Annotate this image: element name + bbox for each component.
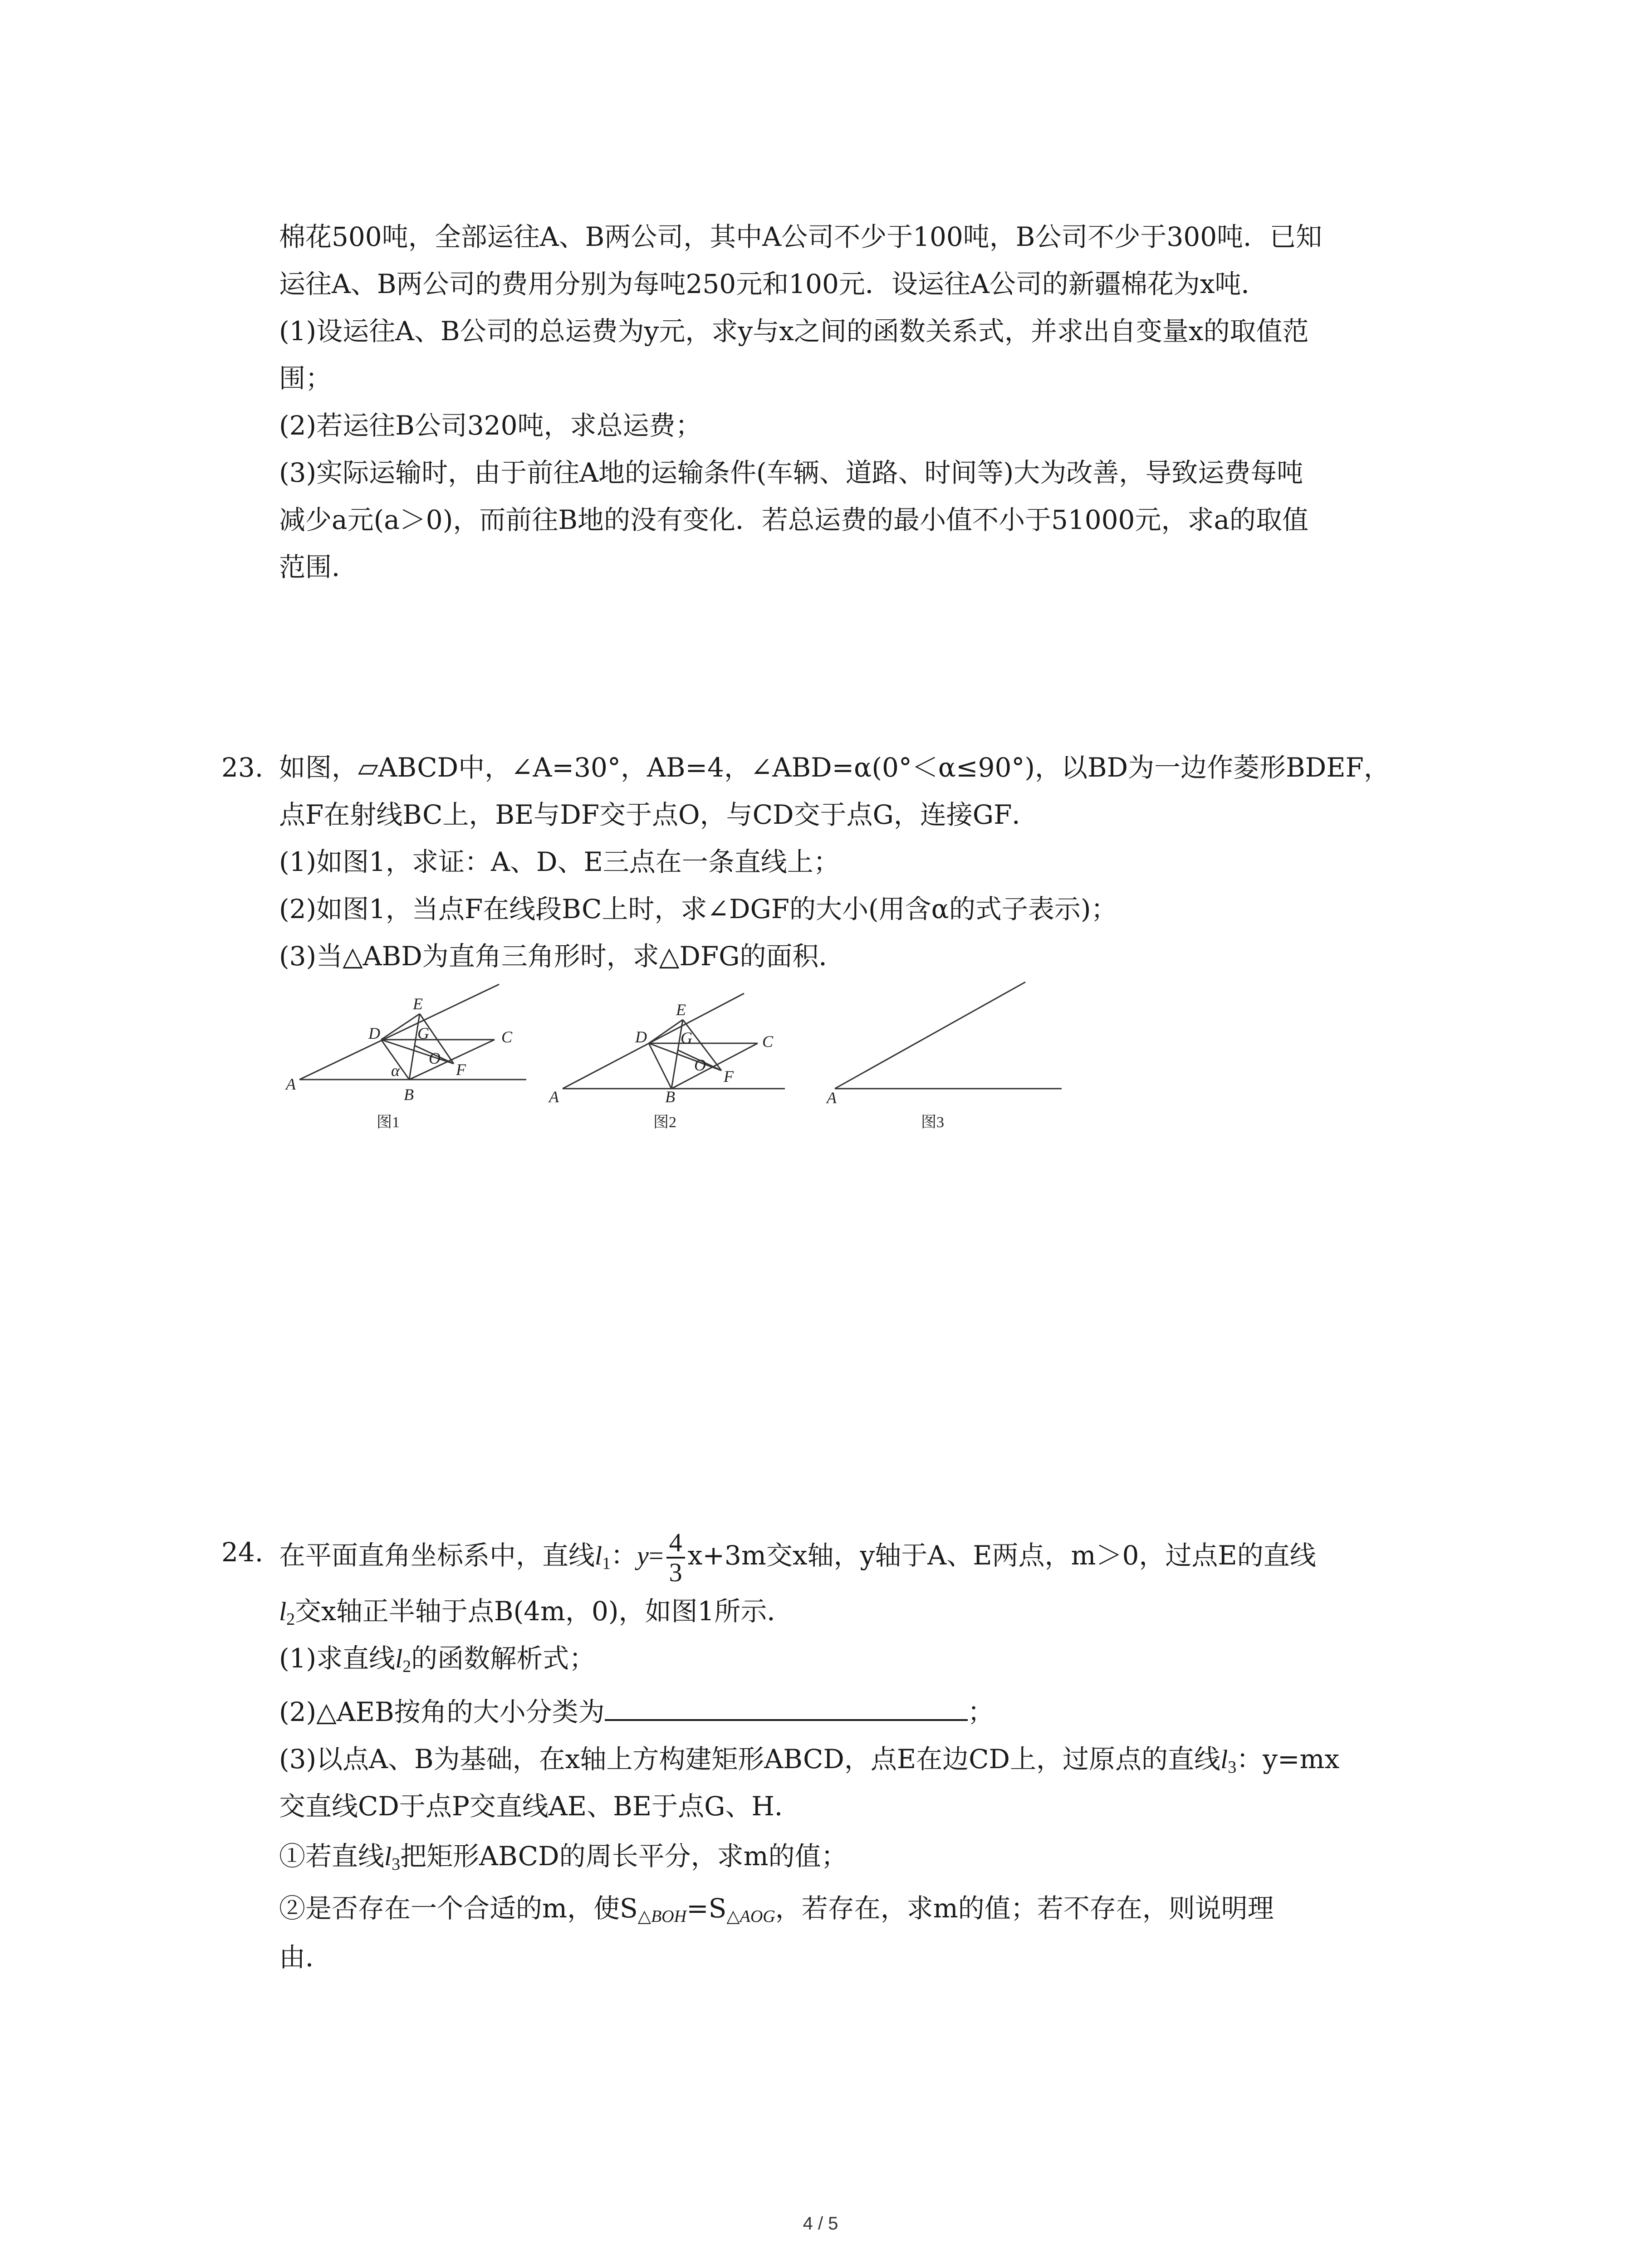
- y-variable: y: [637, 1541, 649, 1571]
- fig2-label-c: C: [762, 1032, 774, 1051]
- q22-line-5: (2)若运往B公司320吨，求总运费；: [279, 410, 702, 441]
- figure-3: [835, 982, 1062, 1089]
- figure-1-labels: [285, 995, 513, 1131]
- fraction-denominator: 3: [669, 1558, 682, 1587]
- q24-line-2: [279, 1588, 1459, 1635]
- fig3-label-a: A: [827, 1089, 837, 1107]
- fraction-numerator: 4: [666, 1529, 685, 1559]
- fig1-df: [381, 1040, 454, 1064]
- fig2-label-g: G: [681, 1029, 692, 1047]
- fig2-ray-ad: [563, 993, 744, 1089]
- area-equals: =S: [686, 1893, 727, 1924]
- q24-line-3: [279, 1635, 1459, 1682]
- q22-line-6: (3)实际运输时，由于前往A地的运输条件(车辆、道路、时间等)大为改善，导致运费每吨: [279, 457, 1303, 488]
- q24-line-4-rest: ；: [967, 1696, 994, 1727]
- fig1-label-b: B: [404, 1085, 414, 1104]
- figure-2-labels: [548, 1001, 774, 1131]
- fig2-label-f: F: [724, 1067, 734, 1085]
- q24-line-1: [279, 1529, 1459, 1587]
- q24-line-7: [279, 1833, 1459, 1880]
- area-subscript-boh: △BOH: [637, 1907, 687, 1926]
- equals-sign: =: [648, 1541, 664, 1571]
- figure-2: [563, 993, 785, 1089]
- area-subscript-aog: △AOG: [726, 1907, 775, 1926]
- q24-line-7-text: ①若直线: [279, 1841, 385, 1872]
- q24-line-8-rest: ，若存在，求m的值；若不存在，则说明理: [775, 1893, 1274, 1924]
- q24-line-4: [279, 1688, 1459, 1735]
- fig2-caption: 图2: [653, 1114, 676, 1131]
- line-l3-symbol: l: [1220, 1745, 1228, 1774]
- q22-line-1: 棉花500吨，全部运往A、B两公司，其中A公司不少于100吨，B公司不少于300吨．已知: [279, 221, 1323, 252]
- fig2-label-a: A: [549, 1088, 559, 1106]
- fig1-label-e: E: [413, 995, 423, 1013]
- q23-figures: [272, 966, 1112, 1148]
- fig3-ray: [835, 982, 1025, 1089]
- fig1-de: [381, 1014, 420, 1040]
- line-l1-subscript: 1: [602, 1554, 611, 1574]
- line-l2-symbol: l: [279, 1597, 287, 1626]
- q24-line-3-text: (1)求直线: [279, 1643, 396, 1674]
- q24-line-1-text: 在平面直角坐标系中，直线: [279, 1540, 595, 1571]
- line-l3-subscript: 3: [1228, 1758, 1237, 1777]
- q23-number: 23.: [221, 752, 264, 783]
- fig1-label-o: O: [429, 1049, 441, 1067]
- q24-line-5: [279, 1735, 1459, 1783]
- fig2-label-b: B: [665, 1088, 675, 1106]
- q24-line-6: 交直线CD于点P交直线AE、BE于点G、H．: [279, 1791, 801, 1822]
- q23-line-4: (2)如图1，当点F在线段BC上时，求∠DGF的大小(用含α的式子表示)；: [279, 894, 1117, 924]
- q24-line-4-text: (2)△AEB按角的大小分类为: [279, 1696, 605, 1727]
- q24-line-9: 由．: [279, 1942, 332, 1973]
- line-l3-subscript: 3: [392, 1855, 401, 1874]
- answer-blank[interactable]: [605, 1692, 968, 1721]
- fig2-label-e: E: [676, 1001, 686, 1019]
- q24-line-8-text: ②是否存在一个合适的m，使S: [279, 1893, 638, 1924]
- fig2-label-o: O: [694, 1056, 706, 1074]
- q23-line-5: (3)当△ABD为直角三角形时，求△DFG的面积．: [279, 941, 845, 972]
- fig3-caption: 图3: [921, 1114, 944, 1131]
- fig1-label-a: A: [286, 1075, 296, 1093]
- q24-line-7-rest: 把矩形ABCD的周长平分，求m的值；: [400, 1841, 847, 1872]
- q22-line-2: 运往A、B两公司的费用分别为每吨250元和100元．设运往A公司的新疆棉花为x吨．: [279, 269, 1268, 299]
- line-l2-subscript: 2: [286, 1610, 295, 1629]
- q22-line-3: (1)设运往A、B公司的总运费为y元，求y与x之间的函数关系式，并求出自变量x的取值范: [279, 316, 1309, 347]
- fig2-label-d: D: [635, 1028, 647, 1046]
- q24-line-5-text: (3)以点A、B为基础，在x轴上方构建矩形ABCD，点E在边CD上，过原点的直线: [279, 1744, 1221, 1774]
- q24-line-8: [279, 1885, 1459, 1932]
- fig2-de: [649, 1020, 683, 1043]
- fig1-label-c: C: [501, 1028, 513, 1046]
- fig1-side-bc: [409, 1040, 495, 1080]
- q22-line-7: 减少a元(a＞0)，而前往B地的没有变化．若总运费的最小值不小于51000元，求a的取值: [279, 504, 1309, 535]
- q24-colon: ：: [611, 1540, 637, 1571]
- fig1-label-f: F: [456, 1061, 466, 1079]
- q24-number: 24.: [221, 1537, 264, 1568]
- q24-line-1-rest: x+3m交x轴，y轴于A、E两点，m＞0，过点E的直线: [687, 1540, 1316, 1571]
- page-number: 4 / 5: [803, 2214, 838, 2234]
- line-l1-symbol: l: [595, 1541, 603, 1571]
- q24-line-3-rest: 的函数解析式；: [411, 1643, 596, 1674]
- fig1-label-alpha: α: [391, 1061, 400, 1080]
- fig2-side-bc: [671, 1043, 758, 1089]
- fig1-label-d: D: [368, 1024, 380, 1042]
- line-l2-symbol: l: [395, 1644, 403, 1673]
- q23-line-1: 如图，▱ABCD中，∠A=30°，AB=4，∠ABD=α(0°＜α≤90°)，以BD为一边作菱形BDEF，: [279, 752, 1390, 783]
- fig1-caption: 图1: [377, 1114, 400, 1131]
- fraction-4-3: [666, 1529, 685, 1587]
- line-l2-subscript: 2: [402, 1657, 411, 1676]
- q24-line-2-text: 交x轴正半轴于点B(4m，0)，如图1所示．: [295, 1596, 794, 1627]
- figure-3-labels: [826, 1089, 944, 1131]
- q22-line-4: 围；: [279, 363, 332, 394]
- fig1-label-g: G: [417, 1024, 429, 1042]
- q22-line-8: 范围．: [279, 552, 358, 582]
- q23-line-2: 点F在射线BC上，BE与DF交于点O，与CD交于点G，连接GF．: [279, 799, 1038, 830]
- q24-line-5-rest: ：y=mx: [1236, 1744, 1340, 1774]
- q23-line-3: (1)如图1，求证：A、D、E三点在一条直线上；: [279, 846, 840, 877]
- line-l3-symbol: l: [384, 1842, 392, 1871]
